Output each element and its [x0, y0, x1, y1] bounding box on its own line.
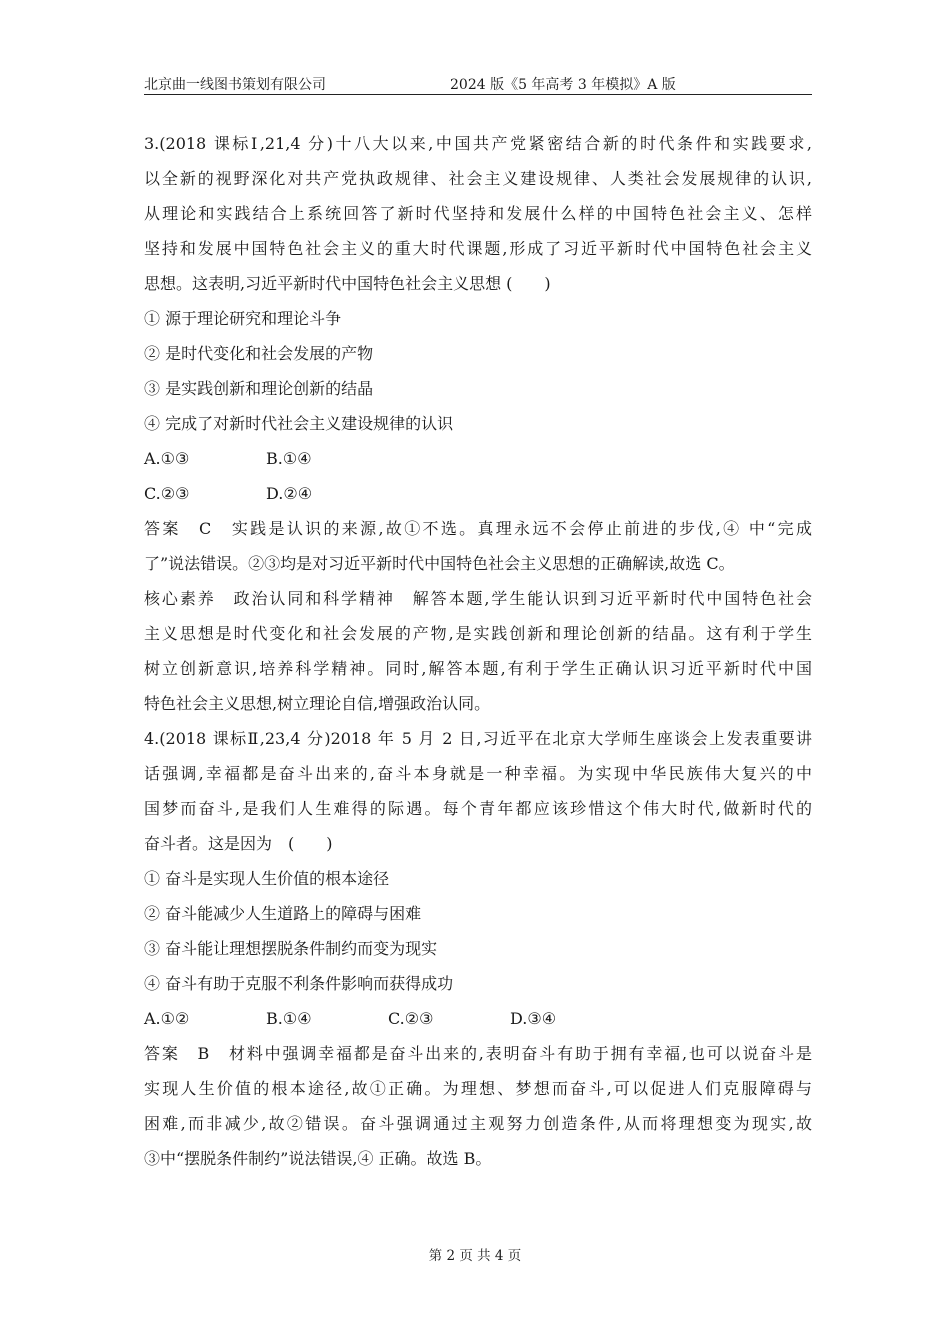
answer-line: 困难,而非减少,故②错误。奋斗强调通过主观努力创造条件,从而将理想变为现实,故 [144, 1114, 812, 1133]
statement-3: ③ 是实践创新和理论创新的结晶 [144, 379, 374, 398]
statement-2: ② 奋斗能减少人生道路上的障碍与困难 [144, 904, 422, 923]
statement-1: ① 源于理论研究和理论斗争 [144, 309, 342, 328]
core-literacy-line: 核心素养 政治认同和科学精神 解答本题,学生能认识到习近平新时代中国特色社会 [144, 589, 812, 608]
option-a[interactable]: A.①③ [144, 449, 190, 468]
option-a[interactable]: A.①② [144, 1009, 190, 1028]
core-literacy-line: 主义思想是时代变化和社会发展的产物,是实践创新和理论创新的结晶。这有利于学生 [144, 624, 812, 643]
core-literacy-line: 树立创新意识,培养科学精神。同时,解答本题,有利于学生正确认识习近平新时代中国 [144, 659, 812, 678]
page-number: 第 2 页 共 4 页 [428, 1248, 522, 1264]
question-stem-line: 4.(2018 课标Ⅱ,23,4 分)2018 年 5 月 2 日,习近平在北京大学师生座谈会上发表重要讲 [144, 729, 812, 748]
statement-1: ① 奋斗是实现人生价值的根本途径 [144, 869, 390, 888]
question-stem-line: 国梦而奋斗,是我们人生难得的际遇。每个青年都应该珍惜这个伟大时代,做新时代的 [144, 799, 812, 818]
question-stem-line: 话强调,幸福都是奋斗出来的,奋斗本身就是一种幸福。为实现中华民族伟大复兴的中 [144, 764, 812, 783]
statement-3: ③ 奋斗能让理想摆脱条件制约而变为现实 [144, 939, 438, 958]
options-row [144, 1001, 812, 1036]
header-book-title: 2024 版《5 年高考 3 年模拟》A 版 [450, 77, 676, 93]
statement-4: ④ 完成了对新时代社会主义建设规律的认识 [144, 414, 454, 433]
answer-line: 实现人生价值的根本途径,故①正确。为理想、梦想而奋斗,可以促进人们克服障碍与 [144, 1079, 812, 1098]
question-stem-line: 思想。这表明,习近平新时代中国特色社会主义思想 ( ) [144, 274, 551, 293]
page-content [144, 126, 812, 1176]
answer-line: 了”说法错误。②③均是对习近平新时代中国特色社会主义思想的正确解读,故选 C。 [144, 554, 735, 573]
statement-4: ④ 奋斗有助于克服不利条件影响而获得成功 [144, 974, 454, 993]
question-3 [144, 126, 812, 721]
options-row [144, 441, 812, 476]
option-d[interactable]: D.②④ [266, 484, 313, 503]
question-stem-line: 3.(2018 课标Ⅰ,21,4 分)十八大以来,中国共产党紧密结合新的时代条件和实践要求, [144, 134, 812, 153]
answer-line: 答案 B 材料中强调幸福都是奋斗出来的,表明奋斗有助于拥有幸福,也可以说奋斗是 [144, 1044, 812, 1063]
answer-line: ③中“摆脱条件制约”说法错误,④ 正确。故选 B。 [144, 1149, 492, 1168]
option-c[interactable]: C.②③ [388, 1009, 434, 1028]
question-4 [144, 721, 812, 1176]
options-row [144, 476, 812, 511]
answer-line: 答案 C 实践是认识的来源,故①不选。真理永远不会停止前进的步伐,④ 中“完成 [144, 519, 812, 538]
option-d[interactable]: D.③④ [510, 1009, 557, 1028]
option-b[interactable]: B.①④ [266, 449, 312, 468]
page-header [144, 72, 812, 95]
question-stem-line: 以全新的视野深化对共产党执政规律、社会主义建设规律、人类社会发展规律的认识, [144, 169, 812, 188]
question-stem-line: 奋斗者。这是因为 ( ) [144, 834, 333, 853]
option-c[interactable]: C.②③ [144, 484, 190, 503]
statement-2: ② 是时代变化和社会发展的产物 [144, 344, 374, 363]
core-literacy-line: 特色社会主义思想,树立理论自信,增强政治认同。 [144, 694, 491, 713]
question-stem-line: 从理论和实践结合上系统回答了新时代坚持和发展什么样的中国特色社会主义、怎样 [144, 204, 812, 223]
question-stem-line: 坚持和发展中国特色社会主义的重大时代课题,形成了习近平新时代中国特色社会主义 [144, 239, 812, 258]
option-b[interactable]: B.①④ [266, 1009, 312, 1028]
header-company: 北京曲一线图书策划有限公司 [144, 77, 326, 93]
